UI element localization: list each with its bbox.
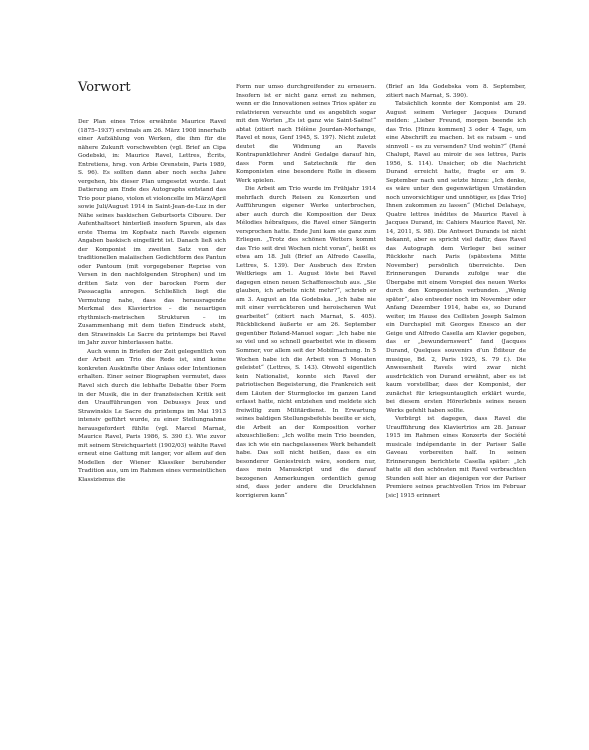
paragraph: (Brief an Ida Godebska vom 8. September, zitiert nach Marnat, S. 390). <box>386 84 526 99</box>
paragraph: Tatsächlich konnte der Komponist am 29. August seinem Verleger Jacques Durand melden: „Lieber Freund, morgen beende ich das Trio. [Hinzu kommen] 3 oder 4 Tage, um eine Abschrift zu machen. Ist es ratsam – und sinnvoll – es zu versenden? Und wohin?“ (René Chalupt, Ravel au miroir de ses lettres, Paris 1956, S. 114). Unsicher, ob die Nachricht Durand erreicht hatte, fragte er am 9. September nach und setzte hinzu: „Ich denke, es wäre unter den gegenwärtigen Umständen noch unvorsichtiger und unnötiger, es [das Trio] Ihnen zukommen zu lassen“ (Michel Delahaye, Quatre lettres inédites de Maurice Ravel à Jacques Durand, in: Cahiers Maurice Ravel, Nr. 14, 2011, S. 98). Die Antwort Durands ist nicht bekannt, aber es spricht viel dafür, dass Ravel das Autograph dem Verleger bei seiner Rückkehr nach Paris (spätestens Mitte November) persönlich überreichte. Den Erinnerungen Durands zufolge war die Übergabe mit einem Vorspiel des neuen Werks durch den Komponisten verbunden. „Wenig später“, also entweder noch im November oder Anfang Dezember 1914, habe es, so Durand weiter, im Hause des Cellisten Joseph Salmon ein Durchspiel mit Georges Enesco an der Geige und Alfredo Casella am Klavier gegeben, das er „bewundernswert“ fand (Jacques Durand, Quelques souvenirs d’un Éditeur de musique, Bd. 2, Paris 1925, S. 79 f.). Die Anwesenheit Ravels wird zwar nicht ausdrücklich von Durand erwähnt, aber es ist kaum vorstellbar, dass der Komponist, der zunächst für kriegsuntauglich erklärt wurde, bei diesem ersten Hörerlebnis seines neuen Werks gefehlt haben sollte. <box>386 101 526 414</box>
text-column-2 <box>236 83 376 500</box>
paragraph: Verbürgt ist dagegen, dass Ravel die Uraufführung des Klaviertrios am 28. Januar 1915 im Rahmen eines Konzerts der Société musicale indépendante in der Pariser Salle Gaveau vorbereiten half. In seinen Erinnerungen berichtete Casella später: „Ich hatte all den schönsten mit Ravel verbrachten Stunden soll hier an diejenigen vor der Pariser Premiere seines prachtvollen Trios im Februar [sic] 1915 erinnert <box>386 416 526 499</box>
paragraph: Form nur umso durchgreifender zu erneuern. Insofern ist er nicht ganz ernst zu nehmen, wenn er die Innovationen seines Trios später zu relativieren versuchte und es angeblich sogar mit den Worten „Es ist ganz wie Saint-Saëns!“ abtat (zitiert nach Hélène Jourdan-Morhange, Ravel et nous, Genf 1945, S. 197). Nicht zuletzt deutet die Widmung an Ravels Kontrapunktlehrer André Gedalge darauf hin, dass Form und Satztechnik für den Komponisten eine besondere Rolle in diesem Werk spielen. <box>236 84 376 184</box>
page-title: Vorwort <box>78 80 131 95</box>
paragraph: Die Arbeit am Trio wurde im Frühjahr 1914 mehrfach durch Reisen zu Konzerten und Aufführungen eigener Werke unterbrochen, aber auch durch die Komposition der Deux Mélodies hébraïques, die Ravel einer Sängerin versprochen hatte. Ende Juni kam sie ganz zum Erliegen. „Trotz des schönen Wetters kommt das Trio seit drei Wochen nicht voran“, heißt es etwa am 18. Juli (Brief an Alfredo Casella, Lettres, S. 139). Der Ausbruch des Ersten Weltkriegs am 1. August löste bei Ravel dagegen einen neuen Schaffensschub aus. „Sie glauben, ich arbeite nicht mehr?“, schrieb er am 3. August an Ida Godebska. „Ich habe nie mit einer verrückteren und heroischeren Wut gearbeitet“ (zitiert nach Marnat, S. 405). Rückblickend äußerte er am 26. September gegenüber Roland-Manuel sogar: „Ich habe nie so viel und so schnell gearbeitet wie in diesem Sommer, vor allem seit der Mobilmachung. In 5 Wochen habe ich die Arbeit von 5 Monaten geleistet“ (Lettres, S. 143). Obwohl eigentlich kein Nationalist, konnte sich Ravel der patriotischen Begeisterung, die Frankreich seit dem Läuten der Sturmglocke im ganzen Land erfasst hatte, nicht entziehen und meldete sich freiwillig zum Militärdienst. In Erwartung seines baldigen Stellungsbefehls beeilte er sich, die Arbeit an der Komposition vorher abzuschließen: „Ich wollte mein Trio beenden, das ich wie ein nachgelassenes Werk behandelt habe. Das soll nicht heißen, dass es ein besonderer Geniestreich wäre, sondern nur, dass mein Manuskript und die darauf bezogenen Anmerkungen ordentlich genug sind, dass jeder andere die Druckfahnen korrigieren kann“ <box>236 186 376 499</box>
text-column-3 <box>386 83 526 500</box>
paragraph: Auch wenn in Briefen der Zeit gelegentlich von der Arbeit am Trio die Rede ist, sind keine konkreten Auskünfte über Anlass oder Intentionen erhalten. Einer seiner Biographen vermutet, dass Ravel sich durch die lebhafte Debatte über Form in der Musik, die in der französischen Kritik seit den Uraufführungen von Debussys Jeux und Strawinskis Le Sacre du printemps im Mai 1913 intensiv geführt wurde, zu einer Stellungnahme herausgefordert fühlte (vgl. Marcel Marnat, Maurice Ravel, Paris 1986, S. 390 f.). Wie zuvor mit seinem Streichquartett (1902/03) wählte Ravel erneut eine Gattung mit langer, vor allem auf den Modellen der Wiener Klassiker beruhender Tradition aus, um im Rahmen eines vermeintlichen Klassizismus die <box>78 348 226 483</box>
paragraph: Der Plan eines Trios erwähnte Maurice Ravel (1875–1937) erstmals am 26. März 1908 innerhalb einer Aufzählung von Werken, die ihm für die nähere Zukunft vorschwebten (vgl. Brief an Cipa Godebski, in: Maurice Ravel, Lettres, Écrits, Entretiens, hrsg. von Arbie Orenstein, Paris 1989, S. 96). Es sollten dann aber noch sechs Jahre vergehen, bis dieser Plan umgesetzt wurde. Laut Datierung am Ende des Autographs entstand das Trio pour piano, violon et violoncelle im März/April sowie Juli/August 1914 in Saint-Jean-de-Luz in der Nähe seines baskischen Geburtsorts Ciboure. Der Aufenthaltsort hinterließ insofern Spuren, als das erste Thema im Kopfsatz nach Ravels eigenen Angaben baskisch eingefärbt ist. Danach ließ sich der Komponist im zweiten Satz von der traditionellen malaiischen Gedichtform des Pantun oder Pantoum (mit vorgegebener Reprise von Versen in den nachfolgenden Strophen) und im dritten Satz von der barocken Form der Passacaglia anregen. Schließlich liegt die Vermutung nahe, dass das herausragende Merkmal des Klaviertrios – die neuartigen rhythmisch-metrischen Strukturen – im Zusammenhang mit dem tiefen Eindruck steht, den Strawinskis Le Sacre du printemps bei Ravel im Jahr zuvor hinterlassen hatte. <box>78 119 226 347</box>
text-column-1 <box>78 118 226 484</box>
